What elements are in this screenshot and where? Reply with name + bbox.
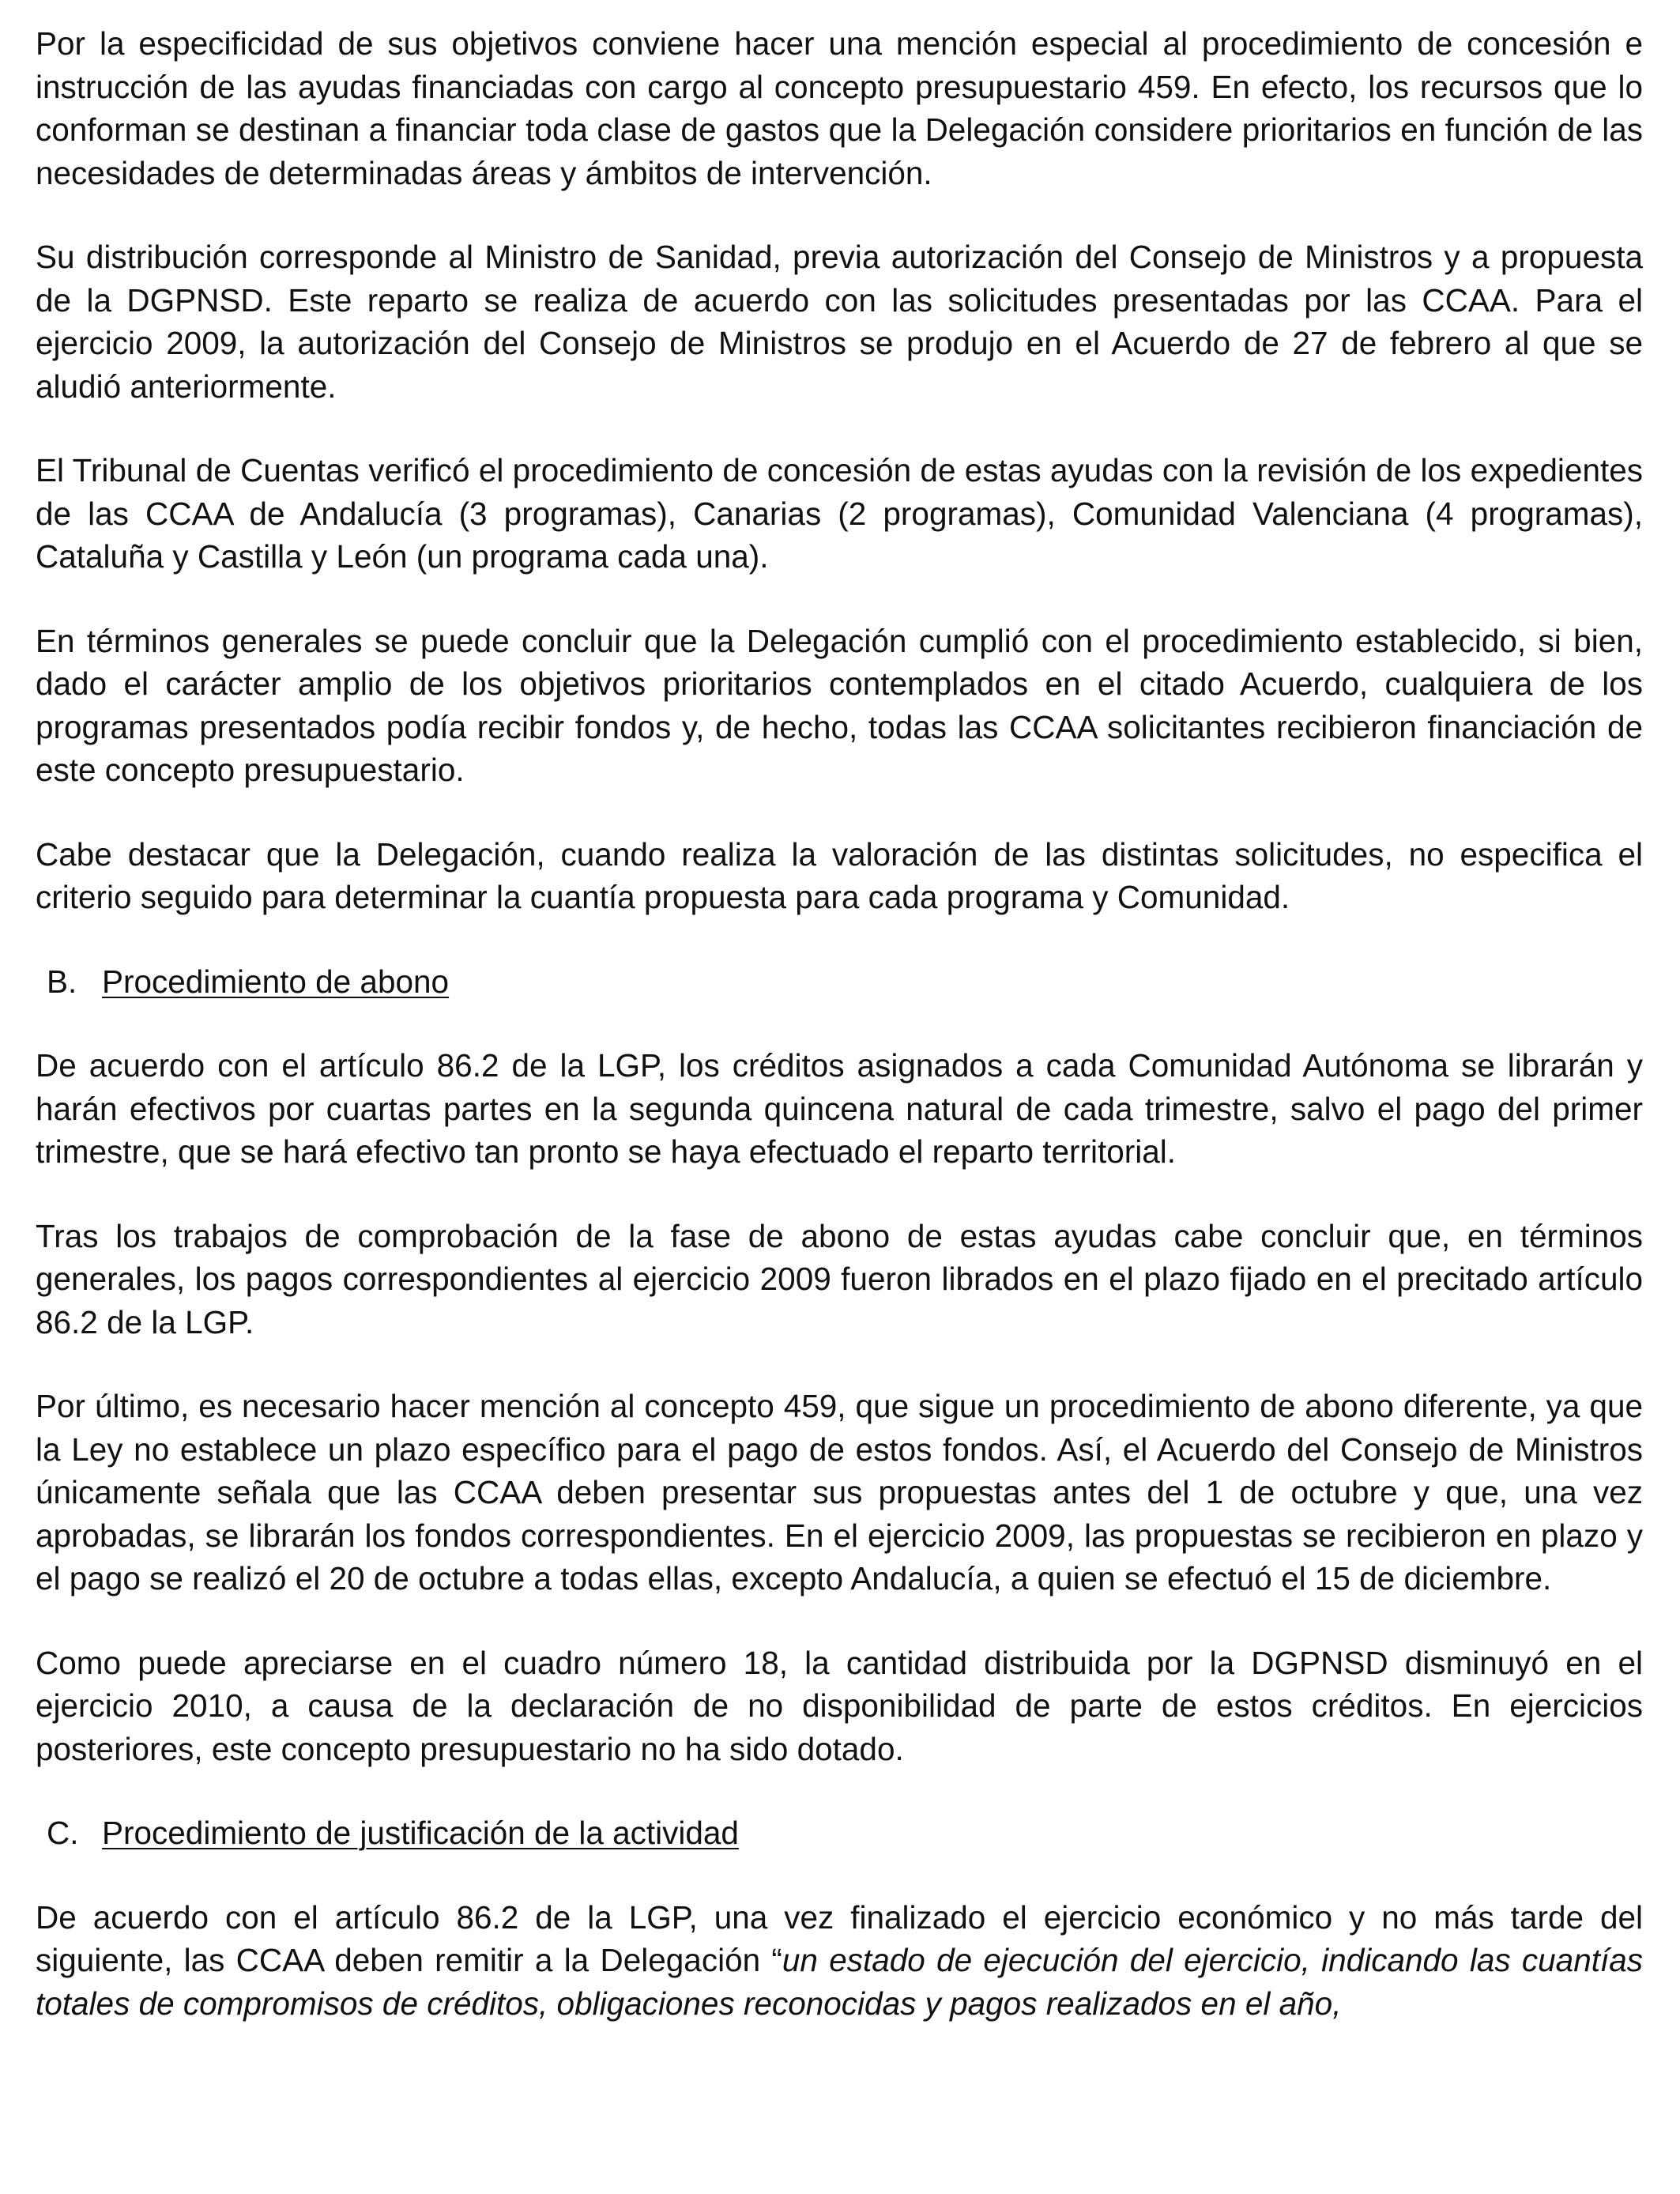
section-letter-c: C. [47,1815,79,1851]
paragraph-concepto-459-abono: Por último, es necesario hacer mención al concepto 459, que sigue un procedimiento de abono diferente, ya que la Ley no establece un plazo específico para el pago de estos fondos. Así, el Acuerdo del Consejo de Ministros únicamente señala que las CCAA deben presentar sus propuestas antes del 1 de octubre y que, una vez aprobadas, se librarán los fondos correspondientes. En el ejercicio 2009, las propuestas se recibieron en plazo y el pago se realizó el 20 de octubre a todas ellas, excepto Andalucía, a quien se efectuó el 15 de diciembre. [36,1388,1643,1596]
paragraph-cuadro-18: Como puede apreciarse en el cuadro número 18, la cantidad distribuida por la DGPNSD disminuyó en el ejercicio 2010, a causa de la declaración de no disponibilidad de parte de estos créditos. En ejercicios posteriores, este concepto presupuestario no ha sido dotado. [36,1644,1643,1767]
section-letter-b: B. [47,963,77,1000]
section-heading-c [47,1811,1643,1855]
section-heading-b [47,960,1643,1004]
paragraph-conclusion-procedimiento: En términos generales se puede concluir que la Delegación cumplió con el procedimiento establecido, si bien, dado el carácter amplio de los objetivos prioritarios contemplados en el citado Acuerdo, cualquiera de los programas presentados podía recibir fondos y, de hecho, todas las CCAA solicitantes recibieron financiación de este concepto presupuestario. [36,622,1643,788]
paragraph-concepto-459: Por la especificidad de sus objetivos conviene hacer una mención especial al procedimiento de concesión e instrucción de las ayudas financiadas con cargo al concepto presupuestario 459. En efecto, los recursos que lo conforman se destinan a financiar toda clase de gastos que la Delegación considere prioritarios en función de las necesidades de determinadas áreas y ámbitos de intervención. [36,25,1643,191]
paragraph-criterio-valoracion: Cabe destacar que la Delegación, cuando realiza la valoración de las distintas solicitudes, no especifica el criterio seguido para determinar la cuantía propuesta para cada programa y Comunidad. [36,835,1643,915]
section-title-b: Procedimiento de abono [102,963,450,1000]
document-page [36,22,1643,2025]
paragraph-articulo-86-abono: De acuerdo con el artículo 86.2 de la LGP, los créditos asignados a cada Comunidad Autónoma se librarán y harán efectivos por cuartas partes en la segunda quincena natural de cada trimestre, salvo el pago del primer trimestre, que se hará efectivo tan pronto se haya efectuado el reparto territorial. [36,1047,1643,1170]
paragraph-justificacion-lead: De acuerdo con el artículo 86.2 de la LGP, una vez finalizado el ejercicio económico y no más tarde del siguiente, las CCAA deben remitir a la Delegación “ [36,1898,1643,1978]
paragraph-distribucion: Su distribución corresponde al Ministro de Sanidad, previa autorización del Consejo de Ministros y a propuesta de la DGPNSD. Este reparto se realiza de acuerdo con las solicitudes presentadas por las CCAA. Para el ejercicio 2009, la autorización del Consejo de Ministros se produjo en el Acuerdo de 27 de febrero al que se aludió anteriormente. [36,239,1643,405]
paragraph-justificacion-quote: un estado de ejecución del ejercicio, indicando las cuantías totales de compromisos de créditos, obligaciones reconocidas y pagos realizados en el año, [36,1942,1643,2022]
section-title-c: Procedimiento de justificación de la actividad [102,1815,739,1851]
paragraph-justificacion [36,1896,1643,2026]
paragraph-comprobacion-abono: Tras los trabajos de comprobación de la fase de abono de estas ayudas cabe concluir que, en términos generales, los pagos correspondientes al ejercicio 2009 fueron librados en el plazo fijado en el precitado artículo 86.2 de la LGP. [36,1217,1643,1340]
paragraph-tribunal-cuentas: El Tribunal de Cuentas verificó el procedimiento de concesión de estas ayudas con la revisión de los expedientes de las CCAA de Andalucía (3 programas), Canarias (2 programas), Comunidad Valenciana (4 programas), Cataluña y Castilla y León (un programa cada una). [36,452,1643,575]
